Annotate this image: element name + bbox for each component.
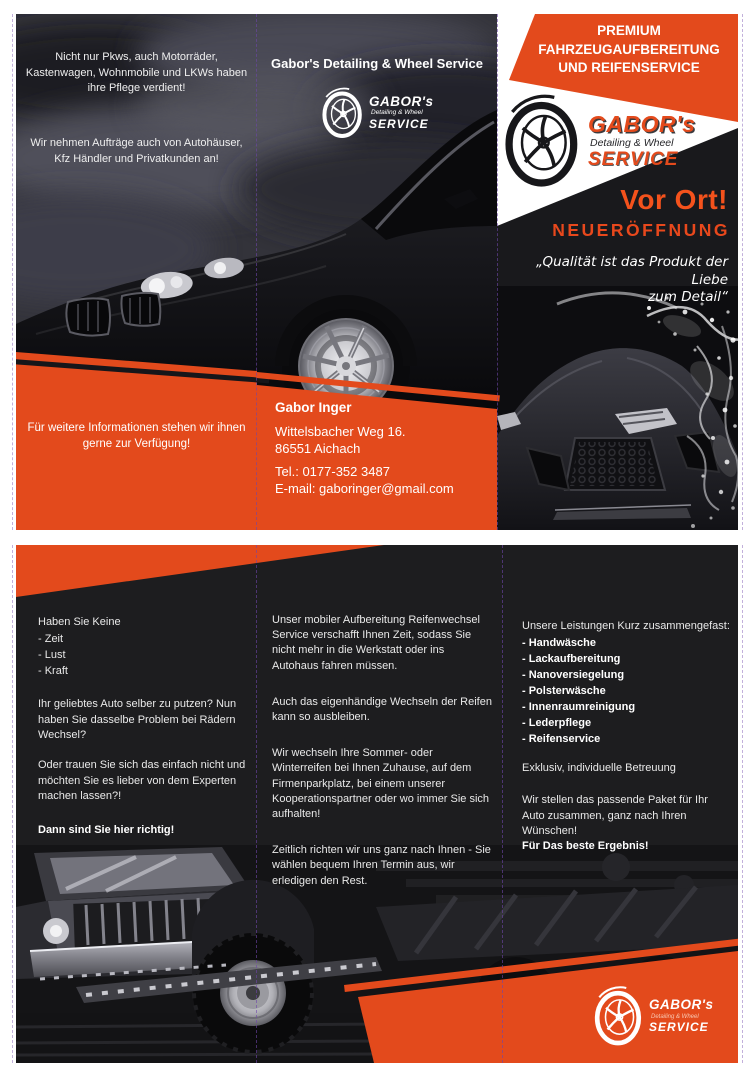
inner-col1-list [38,631,256,679]
fold-mark-left [256,545,257,1063]
front-left-paragraph-2: Wir nehmen Aufträge auch von Autohäuser, Kfz Händler und Privatkunden an! [30,137,243,165]
inner-col2-paragraph: Zeitlich richten wir uns ganz nach Ihnen - Sie wählen bequem Ihren Termin aus, wir erledigen den Rest. [272,844,491,887]
logo-text-gabors: GABOR's [649,997,714,1013]
brand-logo-white [320,86,433,140]
contact-phone: Tel.: 0177-352 3487 [275,464,390,479]
service-item: - Nanoversiegelung [522,669,625,681]
inner-col2-paragraph: Auch das eigenhändige Wechseln der Reifen kann so ausbleiben. [272,695,492,724]
service-item: - Reifenservice [522,733,601,745]
bleed-mark [12,545,13,1063]
inner-col1-paragraph-1: Ihr geliebtes Auto selber zu putzen? Nun haben Sie dasselbe Problem bei Rädern Wechsel? [38,698,237,741]
front-info-note: Für weitere Informationen stehen wir ihnen gerne zur Verfügung! [27,422,246,450]
sports-car-splash-photo [497,286,738,530]
contact-address [275,424,406,457]
contact-name: Gabor Inger [275,400,352,415]
logo-text-detailing: Detailing & Wheel [371,109,423,117]
truck-wheel [193,933,313,1053]
logo-text-service: SERVICE [649,1019,709,1034]
tire-wheel-icon [592,985,646,1047]
inner-col1-cta: Dann sind Sie hier richtig! [38,824,175,836]
brand-logo-main [501,92,695,190]
logo-text-detailing: Detailing & Wheel [590,136,674,149]
inner-col3-package: Wir stellen das passende Paket für Ihr Auto zusammen, ganz nach Ihren Wünschen! [522,794,708,837]
service-item: - Innenraumreinigung [522,701,636,713]
banner-line-1: PREMIUM [597,23,661,38]
list-item: - Lust [38,649,66,661]
brochure-inner-panel [16,545,738,1063]
tire-wheel-icon [501,92,585,190]
quote-line-2: zum Detail“ [648,289,728,305]
front-left-paragraph-1: Nicht nur Pkws, auch Motorräder, Kastenwagen, Wohnmobile und LKWs haben ihre Pflege verdient! [25,51,248,94]
bleed-mark [742,545,743,1063]
brand-logo-footer [592,985,713,1047]
fold-mark-left [256,14,257,530]
front-cover-column [497,14,738,530]
inner-col1-intro: Haben Sie Keine [38,616,121,628]
tire-wheel-icon [320,86,366,140]
inner-col2-paragraph: Wir wechseln Ihre Sommer- oder Winterreifen bei Ihnen Zuhause, auf dem Firmenparkplatz, bei einem unserer Kooperationspartner oder wo immer Sie sich aufhalten! [272,747,490,821]
cover-banner-text [523,22,735,78]
quality-quote [503,254,728,307]
service-item: - Polsterwäsche [522,685,606,697]
inner-col3-exclusive: Exklusiv, individuelle Betreuung [522,762,676,774]
fold-mark-right [497,14,498,530]
service-item: - Handwäsche [522,637,596,649]
contact-email: E-mail: gaboringer@gmail.com [275,480,454,496]
vor-ort-headline: Vor Ort! [620,184,728,215]
list-item: - Zeit [38,633,64,645]
service-item: - Lackaufbereitung [522,653,621,665]
services-list [522,635,732,747]
quote-line-1: „Qualität ist das Produkt der Liebe [535,254,728,288]
brochure-front-panel [16,14,738,530]
inner-col2-paragraph: Unser mobiler Aufbereitung Reifenwechsel Service verschafft Ihnen Zeit, sodass Sie nicht mehr in die Werkstatt oder ins Autohaus fahren müssen. [272,614,480,672]
inner-col3-intro: Unsere Leistungen Kurz zusammengefast: [522,620,730,632]
neueroeffnung-headline: NEUERÖFFNUNG [552,220,730,240]
fold-mark-right [502,545,503,1063]
banner-line-2: FAHRZEUGAUFBEREITUNG [538,41,720,57]
bleed-mark [742,14,743,530]
logo-text-detailing: Detailing & Wheel [651,1013,699,1020]
logo-text-gabors: GABOR's [369,94,434,110]
logo-text-service: SERVICE [588,148,679,170]
list-item: - Kraft [38,665,68,677]
inner-col1-paragraph-2: Oder trauen Sie sich das einfach nicht und möchten Sie es lieber von dem Experten machen lassen?! [38,759,246,802]
banner-line-3: UND REIFENSERVICE [558,60,700,75]
contact-phone-email [275,464,454,497]
logo-text-service: SERVICE [369,117,429,132]
service-item: - Lederpflege [522,717,592,729]
inner-col3-cta: Für Das beste Ergebnis! [522,840,649,852]
contact-address-line1: Wittelsbacher Weg 16. [275,424,406,439]
bleed-mark [12,14,13,530]
logo-text-gabors: GABOR's [588,111,696,138]
inner-col2-paragraphs [272,613,492,910]
front-middle-heading: Gabor's Detailing & Wheel Service [271,56,483,71]
contact-address-line2: 86551 Aichach [275,440,361,456]
